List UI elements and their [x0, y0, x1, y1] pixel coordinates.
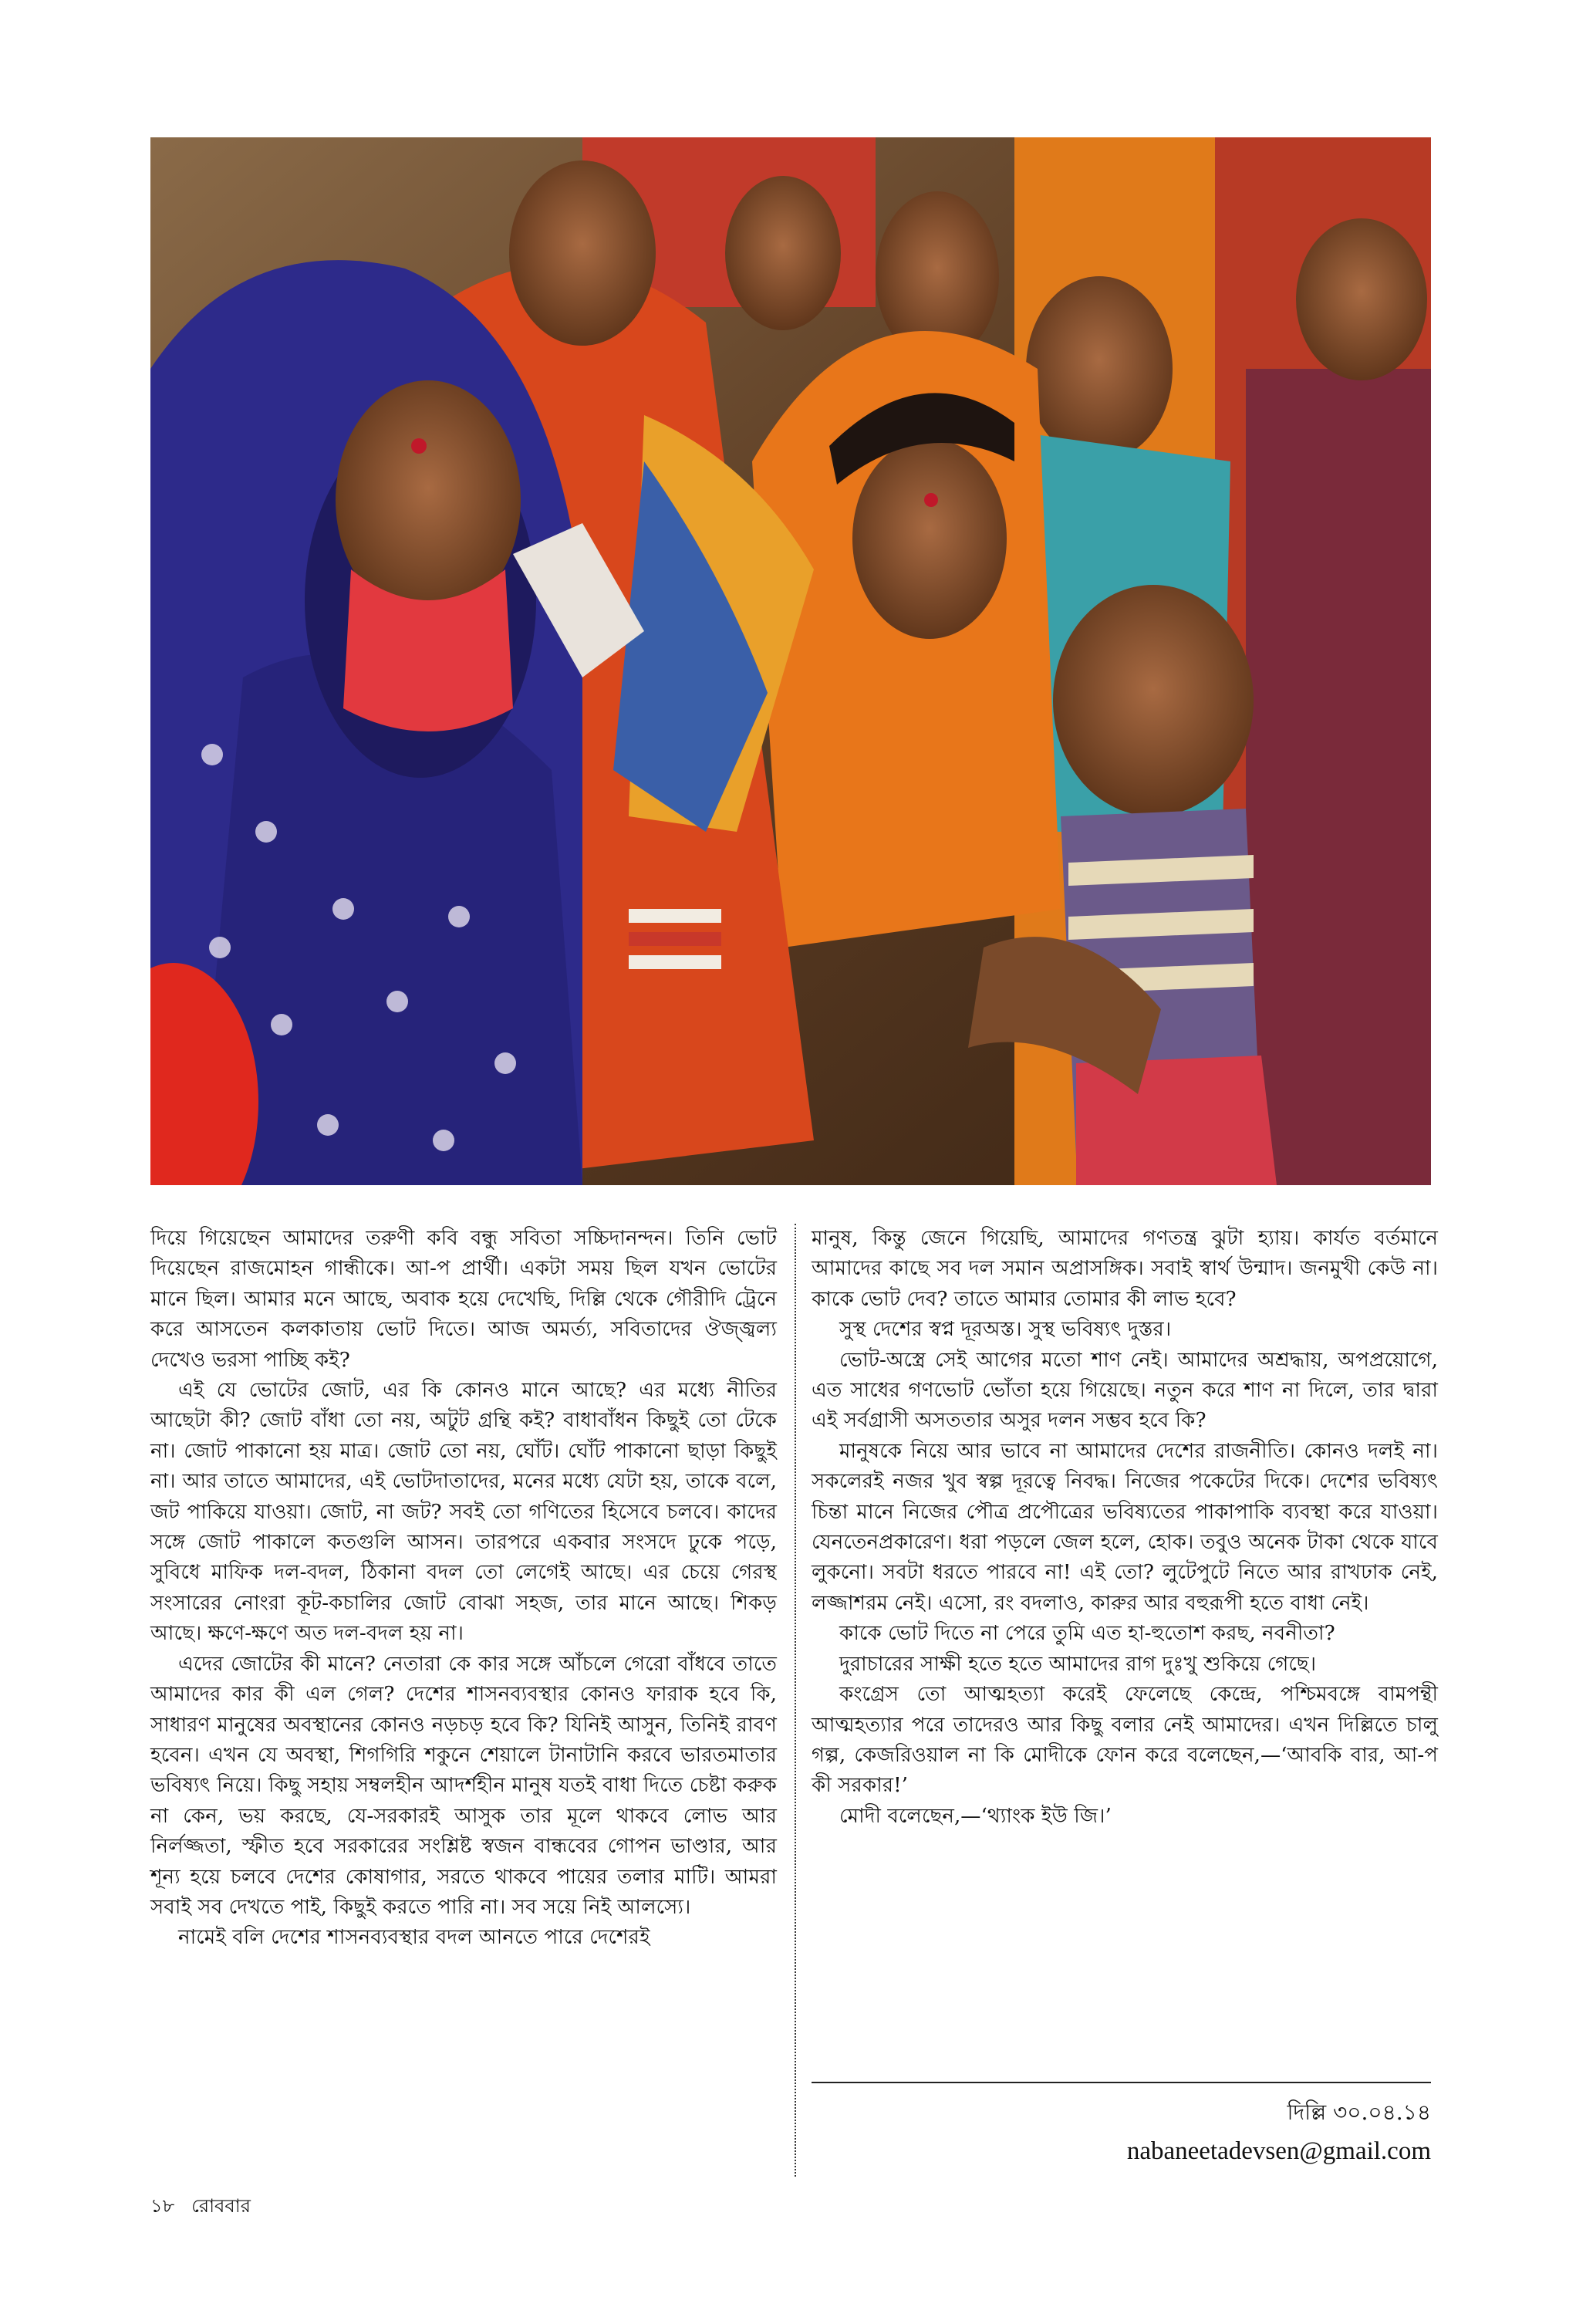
article-paragraph: এদের জোটের কী মানে? নেতারা কে কার সঙ্গে আঁচলে গেরো বাঁধবে তাতে আমাদের কার কী এল গেল? দেশের শাসনব্যবস্থার কোনও ফারাক হবে কি, সাধারণ মানুষের অবস্থানের কোনও নড়চড় হবে কি? যিনিই আসুন, তিনিই রাবণ হবেন। এখন যে অবস্থা, শিগগিরি শকুনে শেয়ালে টানাটানি করবে ভারতমাতার ভবিষ্যৎ নিয়ে। কিছু সহায় সম্বলহীন আদর্শহীন মানুষ যতই বাধা দিতে চেষ্টা করুক না কেন, ভয় করছে, যে-সরকারই আসুক তার মূলে থাকবে লোভ আর নির্লজ্জতা, স্ফীত হবে সরকারের সংশ্লিষ্ট স্বজন বান্ধবের গোপন ভাণ্ডার, আর শূন্য হয়ে চলবে দেশের কোষাগার, সরতে থাকবে পায়ের তলার মাটি। আমরা সবাই সব দেখতে পাই, কিছুই করতে পারি না। সব সয়ে নিই আলস্যে। [150, 1652, 777, 1919]
article-end-rule [812, 2082, 1431, 2083]
page-footer [150, 2193, 268, 2219]
author-email[interactable]: nabaneetadevsen@gmail.com [1126, 2137, 1431, 2165]
article-paragraph: দুরাচারের সাক্ষী হতে হতে আমাদের রাগ দুঃখু শুকিয়ে গেছে। [839, 1652, 1317, 1676]
article-paragraph: কংগ্রেস তো আত্মহত্যা করেই ফেলেছে কেন্দ্রে, পশ্চিমবঙ্গে বামপন্থী আত্মহত্যার পরে তাদেরও আর কিছু বলার নেই আমাদের। এখন দিল্লিতে চালু গল্প, কেজরিওয়াল না কি মোদীকে ফোন করে বলেছেন,—‘আবকি বার, আ-প কী সরকার!’ [812, 1683, 1438, 1798]
article-paragraph: মানুষকে নিয়ে আর ভাবে না আমাদের দেশের রাজনীতি। কোনও দলই না। সকলেরই নজর খুব স্বল্প দূরত্বে নিবদ্ধ। নিজের পকেটের দিকে। দেশের ভবিষ্যৎ চিন্তা মানে নিজের পৌত্র প্রপৌত্রের ভবিষ্যতের পাকাপাকি ব্যবস্থা করে যাওয়া। যেনতেনপ্রকারেণ। ধরা পড়লে জেল হলে, হোক। তবুও অনেক টাকা থেকে যাবে লুকনো। সবটা ধরতে পারবে না! এই তো? লুটেপুটে নিতে আর রাখঢাক নেই, লজ্জাশরম নেই। এসো, রং বদলাও, কারুর আর বহুরূপী হতে বাধা নেই। [812, 1439, 1438, 1615]
column-divider [795, 1224, 796, 2177]
article-paragraph: ভোট-অস্ত্রে সেই আগের মতো শাণ নেই। আমাদের অশ্রদ্ধায়, অপপ্রয়োগে, এত সাধের গণভোট ভোঁতা হয়ে গিয়েছে। নতুন করে শাণ না দিলে, তার দ্বারা এই সর্বগ্রাসী অসততার অসুর দলন সম্ভব হবে কি? [812, 1348, 1438, 1433]
article-paragraph: মোদী বলেছেন,—‘থ্যাংক ইউ জি।’ [839, 1804, 1112, 1828]
article-paragraph: সুস্থ দেশের স্বপ্ন দূরঅস্ত। সুস্থ ভবিষ্যৎ দুস্তর। [839, 1318, 1172, 1342]
article-paragraph: কাকে ভোট দিতে না পেরে তুমি এত হা-হুতোশ করছ, নবনীতা? [839, 1622, 1335, 1646]
article-column-left [150, 1224, 777, 1954]
article-paragraph: মানুষ, কিন্তু জেনে গিয়েছি, আমাদের গণতন্ত্র ঝুটা হ্যায়। কার্যত বর্তমানে আমাদের কাছে সব দল সমান অপ্রাসঙ্গিক। সবাই স্বার্থ উন্মাদ। জনমুখী কেউ না। কাকে ভোট দেব? তাতে আমার তোমার কী লাভ হবে? [812, 1227, 1438, 1311]
cover-photo [150, 137, 1431, 1185]
magazine-name: রোববার [191, 2195, 251, 2217]
article-paragraph: দিয়ে গিয়েছেন আমাদের তরুণী কবি বন্ধু সবিতা সচ্চিদানন্দন। তিনি ভোট দিয়েছেন রাজমোহন গান্ধীকে। আ-প প্রার্থী। একটা সময় ছিল যখন ভোটের মানে ছিল। আমার মনে আছে, অবাক হয়ে দেখেছি, দিল্লি থেকে গৌরীদি ট্রেনে করে আসতেন কলকাতায় ভোট দিতে। আজ অমর্ত্য, সবিতাদের ঔজ্জ্বল্য দেখেও ভরসা পাচ্ছি কই? [150, 1227, 777, 1372]
women-voters-queue-photo [150, 137, 1431, 1185]
article-paragraph: এই যে ভোটের জোট, এর কি কোনও মানে আছে? এর মধ্যে নীতির আছেটা কী? জোট বাঁধা তো নয়, অটুট গ্রন্থি কই? বাধাবাঁধন কিছুই তো টেকে না। জোট পাকানো হয় মাত্র। জোট তো নয়, ঘোঁট। ঘোঁট পাকানো ছাড়া কিছুই না। আর তাতে আমাদের, এই ভোটদাতাদের, মনের মধ্যে যেটা হয়, তাকে বলে, জট পাকিয়ে যাওয়া। জোট, না জট? সবই তো গণিতের হিসেবে চলবে। কাদের সঙ্গে জোট পাকালে কতগুলি আসন। তারপরে একবার সংসদে ঢুকে পড়ে, সুবিধে মাফিক দল-বদল, ঠিকানা বদল তো লেগেই আছে। এর চেয়ে গেরস্থ সংসারের নোংরা কূট-কচালির জোট বোঝা সহজ, তার মানে আছে। শিকড় আছে। ক্ষণে-ক্ষণে অত দল-বদল হয় না। [150, 1379, 777, 1646]
page-number: ১৮ [150, 2195, 175, 2217]
dateline: দিল্লি ৩০.০৪.১৪ [1287, 2099, 1431, 2125]
article-paragraph: নামেই বলি দেশের শাসনব্যবস্থার বদল আনতে পারে দেশেরই [178, 1926, 650, 1950]
article-column-right [812, 1224, 1438, 1832]
